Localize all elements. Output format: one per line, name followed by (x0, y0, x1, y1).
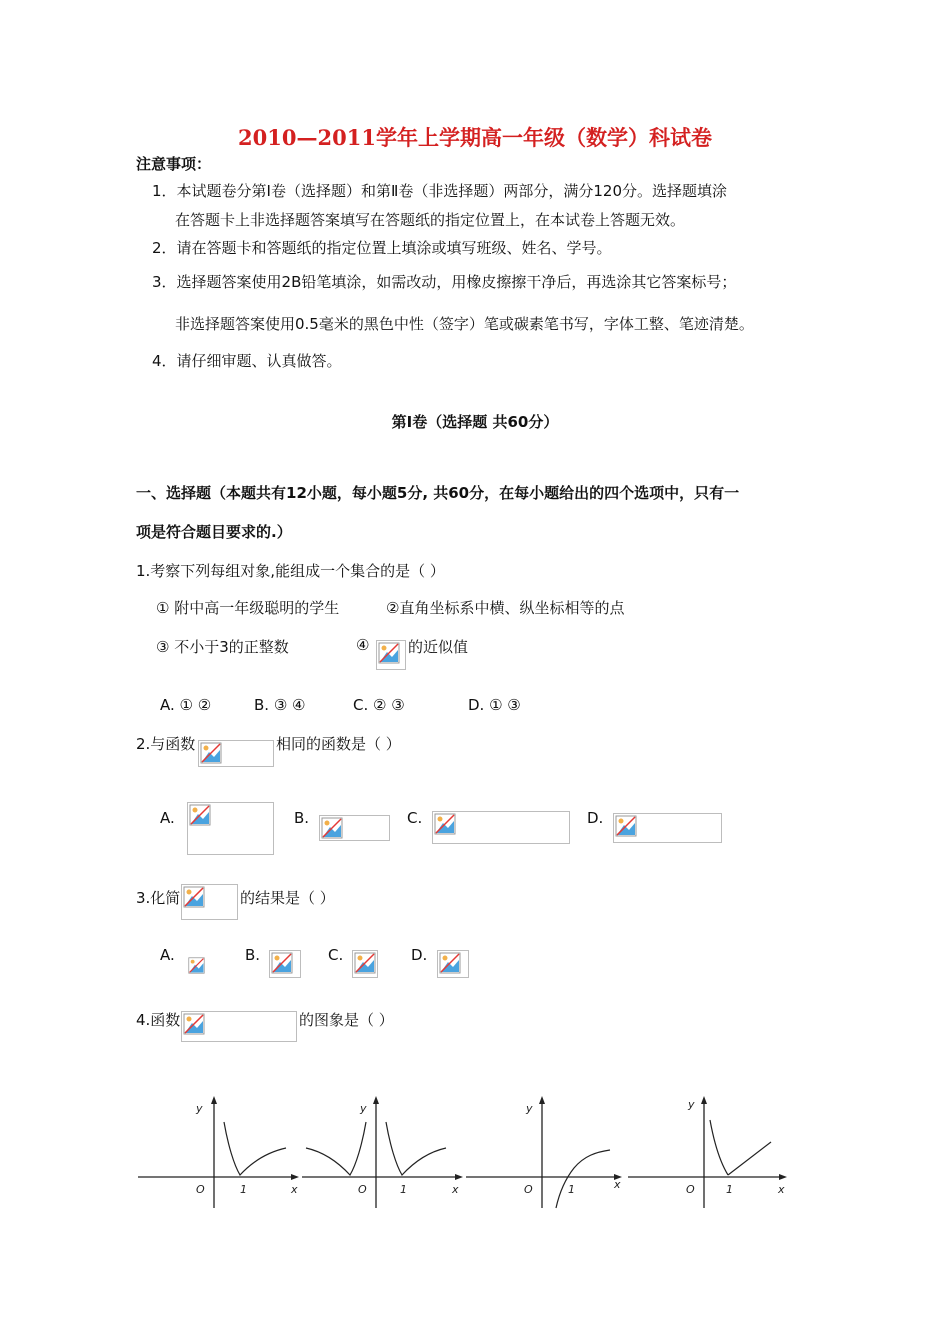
q4-function-image (181, 1011, 297, 1042)
q1-option-c: C. ② ③ (353, 696, 405, 714)
q3-option-d-image (437, 950, 469, 978)
y-axis-label: y (526, 1102, 533, 1115)
one-label: 1 (240, 1183, 247, 1196)
q3-option-c: C. (328, 946, 344, 964)
part1-heading: 第Ⅰ卷（选择题 共60分） (391, 413, 559, 431)
broken-image-icon (378, 642, 400, 664)
q4-graph-b (300, 1090, 466, 1214)
q3-prefix: 3.化简 (136, 889, 181, 907)
notice-item-4: 4．请仔细审题、认真做答。 (152, 352, 342, 370)
q3-suffix: 的结果是（ ） (240, 889, 335, 907)
notice-heading: 注意事项： (136, 155, 212, 173)
y-axis-label: y (360, 1102, 367, 1115)
q2-option-b: B. (294, 809, 310, 827)
q3-option-a-image (187, 956, 206, 975)
notice-item-1-cont: 在答题卡上非选择题答案填写在答题纸的指定位置上，在本试卷上答题无效。 (175, 211, 686, 229)
q4-suffix: 的图象是（ ） (299, 1011, 394, 1029)
one-label: 1 (400, 1183, 407, 1196)
q1-option-d: D. ① ③ (468, 696, 521, 714)
broken-image-icon (188, 957, 205, 974)
q3-option-b-image (269, 950, 301, 978)
x-axis-label: x (614, 1178, 621, 1191)
q2-option-a-image (187, 802, 274, 855)
origin-label: O (524, 1183, 533, 1196)
q2-option-c: C. (407, 809, 423, 827)
q2-option-a: A. (160, 809, 175, 827)
broken-image-icon (354, 952, 376, 974)
broken-image-icon (183, 1013, 205, 1035)
q4-graph-a (136, 1090, 302, 1214)
q3-option-b: B. (245, 946, 261, 964)
broken-image-icon (189, 804, 211, 826)
section1-line1: 一、选择题（本题共有12小题，每小题5分, 共60分，在每小题给出的四个选项中，只有一 (136, 484, 740, 502)
x-axis-label: x (291, 1183, 298, 1196)
q1-option-b: B. ③ ④ (254, 696, 306, 714)
q1-stem: 1.考察下列每组对象,能组成一个集合的是（ ） (136, 562, 445, 580)
q3-option-d: D. (411, 946, 428, 964)
q2-prefix: 2.与函数 (136, 735, 196, 753)
exam-title: 2010—2011学年上学期高一年级（数学）科试卷 (238, 125, 712, 150)
q1-item1: ① 附中高一年级聪明的学生 (156, 599, 340, 617)
q2-option-b-image (319, 815, 390, 841)
notice-item-2: 2．请在答题卡和答题纸的指定位置上填涂或填写班级、姓名、学号。 (152, 239, 612, 257)
broken-image-icon (615, 815, 637, 837)
broken-image-icon (200, 742, 222, 764)
q1-item3: ③ 不小于3的正整数 (156, 638, 289, 656)
q4-graph-c (464, 1090, 630, 1214)
broken-image-icon (434, 813, 456, 835)
origin-label: O (196, 1183, 205, 1196)
q3-option-a: A. (160, 946, 175, 964)
q4-prefix: 4.函数 (136, 1011, 181, 1029)
one-label: 1 (568, 1183, 575, 1196)
notice-item-3-cont: 非选择题答案使用0.5毫米的黑色中性（签字）笔或碳素笔书写，字体工整、笔迹清楚。 (175, 315, 754, 333)
q1-item4-image (376, 640, 406, 670)
q3-option-c-image (352, 950, 378, 978)
one-label: 1 (726, 1183, 733, 1196)
broken-image-icon (439, 952, 461, 974)
q4-graph-d (626, 1090, 792, 1214)
origin-label: O (686, 1183, 695, 1196)
y-axis-label: y (196, 1102, 203, 1115)
x-axis-label: x (452, 1183, 459, 1196)
broken-image-icon (271, 952, 293, 974)
q1-item4-prefix: ④ (356, 636, 370, 654)
broken-image-icon (321, 817, 343, 839)
q3-expression-image (181, 884, 238, 920)
q1-item2: ②直角坐标系中横、纵坐标相等的点 (386, 599, 625, 617)
q2-option-d: D. (587, 809, 604, 827)
q1-item4-suffix: 的近似值 (408, 638, 469, 656)
y-axis-label: y (688, 1098, 695, 1111)
q2-suffix: 相同的函数是（ ） (276, 735, 401, 753)
x-axis-label: x (778, 1183, 785, 1196)
q2-option-d-image (613, 813, 722, 843)
q1-option-a: A. ① ② (160, 696, 212, 714)
section1-line2: 项是符合题目要求的.） (136, 523, 292, 541)
q2-function-image (198, 740, 274, 767)
q2-option-c-image (432, 811, 570, 844)
notice-item-3: 3．选择题答案使用2B铅笔填涂，如需改动，用橡皮擦擦干净后，再选涂其它答案标号； (152, 273, 737, 291)
origin-label: O (358, 1183, 367, 1196)
notice-item-1: 1．本试题卷分第Ⅰ卷（选择题）和第Ⅱ卷（非选择题）两部分，满分120分。选择题填涂 (152, 182, 727, 200)
broken-image-icon (183, 886, 205, 908)
